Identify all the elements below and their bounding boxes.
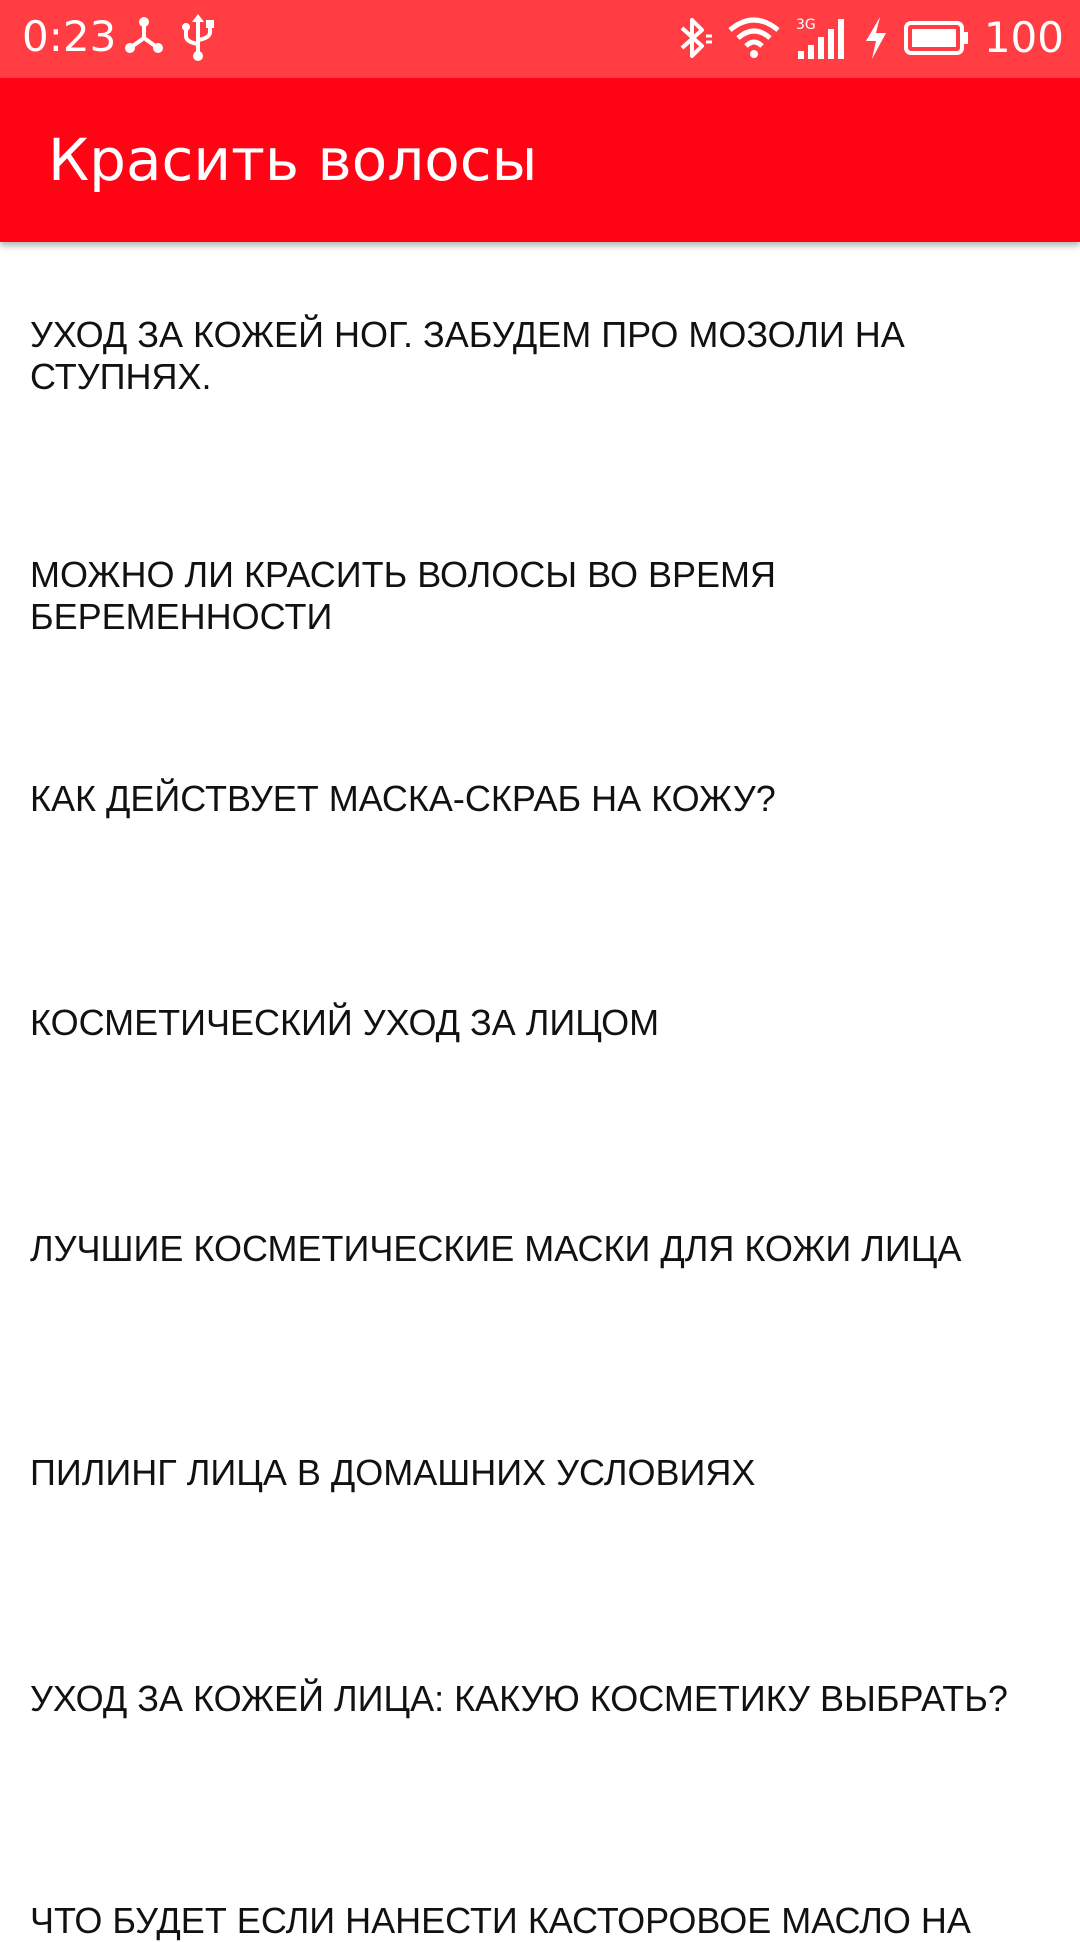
list-item[interactable] <box>0 1582 1080 1806</box>
status-left-icons <box>122 14 216 62</box>
list-item-label: ЛУЧШИЕ КОСМЕТИЧЕСКИЕ МАСКИ ДЛЯ КОЖИ ЛИЦА <box>30 1228 962 1269</box>
list-item[interactable] <box>0 1356 1080 1582</box>
status-bar <box>0 0 1080 78</box>
svg-text:3G: 3G <box>795 17 816 33</box>
list-item[interactable] <box>0 242 1080 458</box>
status-time: 0:23 <box>22 12 117 61</box>
list-item[interactable] <box>0 682 1080 906</box>
charging-icon <box>862 15 890 61</box>
list-item-label: КОСМЕТИЧЕСКИЙ УХОД ЗА ЛИЦОМ <box>30 1002 660 1043</box>
list-item-label: ПИЛИНГ ЛИЦА В ДОМАШНИХ УСЛОВИЯХ <box>30 1452 756 1493</box>
list-item[interactable] <box>0 1806 1080 1941</box>
page-title: Красить волосы <box>48 126 538 194</box>
share-hub-icon <box>122 14 166 62</box>
list-item-label: МОЖНО ЛИ КРАСИТЬ ВОЛОСЫ ВО ВРЕМЯ БЕРЕМЕННОСТИ <box>30 554 776 637</box>
list-item-label: УХОД ЗА КОЖЕЙ НОГ. ЗАБУДЕМ ПРО МОЗОЛИ НА СТУПНЯХ. <box>30 314 905 397</box>
battery-level: 100 <box>983 13 1064 62</box>
list-item-label: ЧТО БУДЕТ ЕСЛИ НАНЕСТИ КАСТОРОВОЕ МАСЛО НА <box>30 1900 971 1941</box>
status-right-icons <box>674 12 1064 64</box>
app-bar <box>0 78 1080 242</box>
battery-icon <box>904 20 970 56</box>
list-item-label: КАК ДЕЙСТВУЕТ МАСКА-СКРАБ НА КОЖУ? <box>30 778 776 819</box>
list-item-label: УХОД ЗА КОЖЕЙ ЛИЦА: КАКУЮ КОСМЕТИКУ ВЫБРАТЬ? <box>30 1678 1008 1719</box>
list-item[interactable] <box>0 1132 1080 1356</box>
signal-3g-icon <box>794 15 848 61</box>
list-item[interactable] <box>0 458 1080 682</box>
bluetooth-icon <box>674 14 714 62</box>
wifi-icon <box>728 16 780 60</box>
usb-icon <box>180 14 216 62</box>
list-item[interactable] <box>0 906 1080 1132</box>
